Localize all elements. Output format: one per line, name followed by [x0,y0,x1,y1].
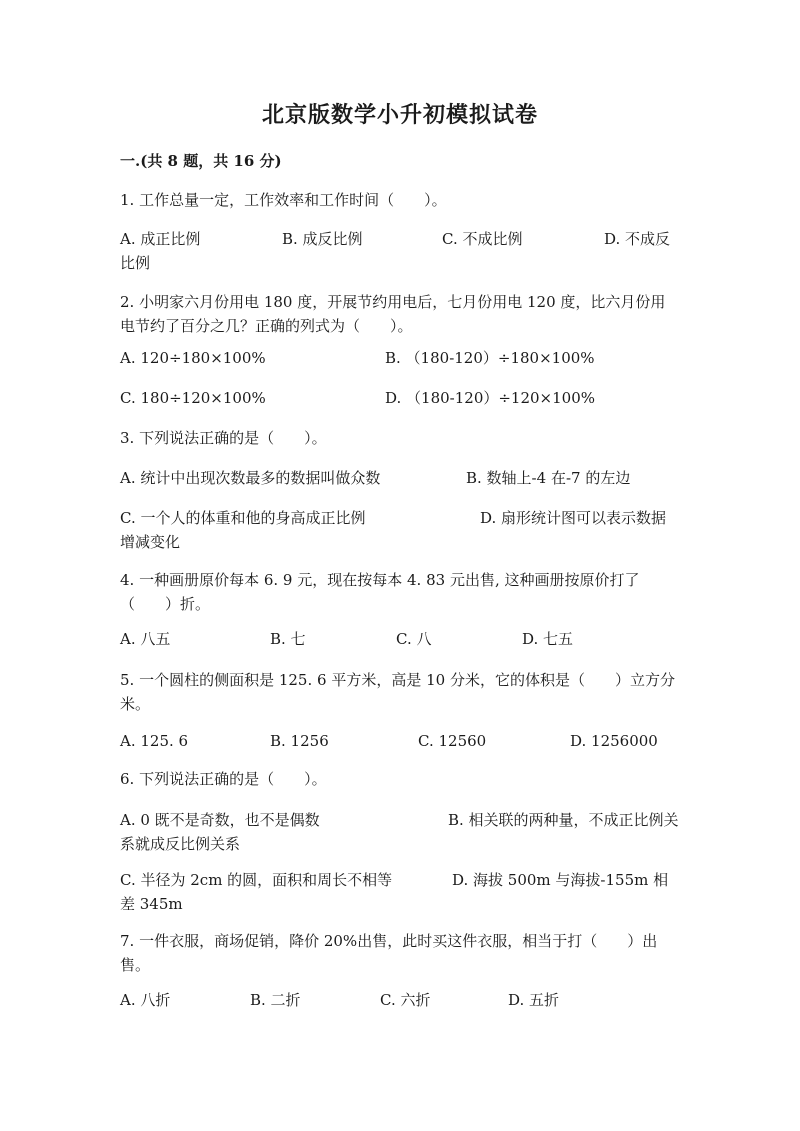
option: D. （180-120）÷120×100% [385,389,596,407]
option: B. 相关联的两种量，不成正比例关系就成反比例关系 [120,811,679,853]
option: C. 半径为 2cm 的圆，面积和周长不相等 [120,871,393,889]
question-stem: 1. 工作总量一定，工作效率和工作时间（ ）。 [120,191,447,209]
question-stem: 3. 下列说法正确的是（ ）。 [120,429,327,447]
option: D. 不成反比例 [120,230,671,272]
option: D. 扇形统计图可以表示数据增减变化 [120,509,667,551]
option: C. 一个人的体重和他的身高成正比例 [120,509,366,527]
question-stem: 2. 小明家六月份用电 180 度，开展节约用电后，七月份用电 120 度，比六月份用电节约了百分之几？正确的列式为（ ）。 [120,293,666,335]
option: C. 六折 [380,991,431,1009]
option: A. 成正比例 [120,230,201,248]
option: A. 125. 6 [120,732,189,750]
option: A. 统计中出现次数最多的数据叫做众数 [120,469,381,487]
option-group [120,988,680,1012]
question-stem: 6. 下列说法正确的是（ ）。 [120,770,327,788]
option-group [120,227,680,275]
option-group [120,868,680,916]
question-stem: 5. 一个圆柱的侧面积是 125. 6 平方米，高是 10 分米，它的体积是（ ）立方分米。 [120,671,675,713]
question-stem: 4. 一种画册原价每本 6. 9 元，现在按每本 4. 83 元出售, 这种画册按原价打了（ ）折。 [120,571,640,613]
option: B. （180-120）÷180×100% [385,349,595,367]
option: D. 海拔 500m 与海拔-155m 相差 345m [120,871,669,913]
option: C. 12560 [418,732,487,750]
option-group [120,729,680,753]
option-group [120,466,680,490]
section-heading: 一.(共 8 题，共 16 分) [120,152,282,170]
option: A. 八折 [120,991,171,1009]
option: A. 0 既不是奇数，也不是偶数 [120,811,320,829]
option: D. 七五 [522,630,574,648]
option: B. 数轴上-4 在-7 的左边 [466,469,631,487]
option-group [120,808,680,856]
option: A. 八五 [120,630,171,648]
option: D. 五折 [508,991,560,1009]
page-title: 北京版数学小升初模拟试卷 [261,102,538,128]
option-group [120,627,680,651]
option: B. 成反比例 [282,230,363,248]
option: C. 180÷120×100% [120,389,266,407]
option: B. 1256 [270,732,329,750]
option: A. 120÷180×100% [120,349,266,367]
question-stem: 7. 一件衣服，商场促销，降价 20%出售，此时买这件衣服，相当于打（ ）出售。 [120,932,658,974]
option-group [120,386,680,410]
option: B. 二折 [250,991,301,1009]
option-group [120,346,680,370]
option: D. 1256000 [570,732,658,750]
option: C. 不成比例 [442,230,523,248]
option-group [120,506,680,554]
option: B. 七 [270,630,306,648]
option: C. 八 [396,630,432,648]
